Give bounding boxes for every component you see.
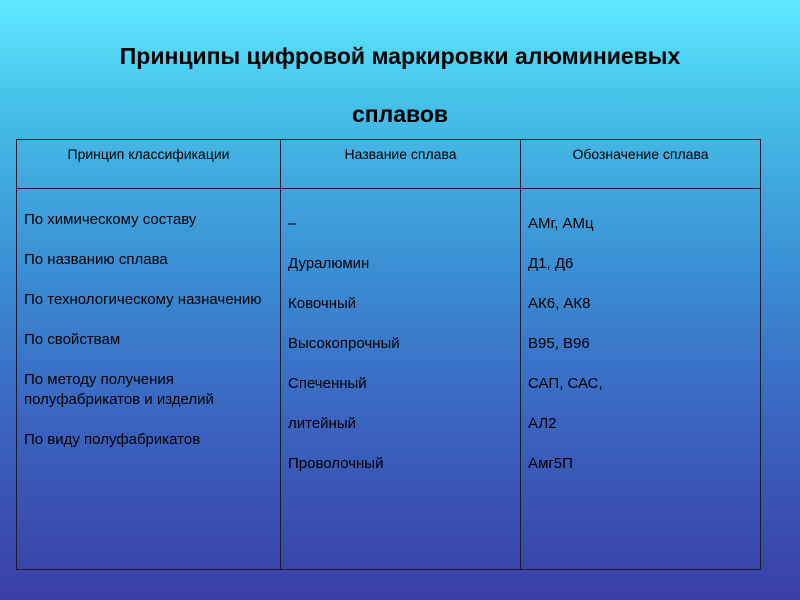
- principle-item: По технологическому назначению: [24, 291, 262, 308]
- alloy-name-item: литейный: [288, 415, 356, 432]
- alloy-name-item: Проволочный: [288, 455, 384, 472]
- alloy-names-cell: [281, 189, 521, 570]
- slide-title: [0, 27, 800, 143]
- alloy-designations-cell: [521, 189, 761, 570]
- principle-item: По химическому составу: [24, 211, 197, 228]
- principle-item: По методу получения полуфабрикатов и изделий: [24, 371, 214, 408]
- alloy-designation-item: В95, В96: [528, 335, 590, 352]
- principles-cell: [17, 189, 281, 570]
- header-alloy-designation: Обозначение сплава: [521, 140, 761, 189]
- alloy-marking-table: [16, 139, 761, 570]
- table-body-row: [17, 189, 761, 570]
- alloy-designation-item: АЛ2: [528, 415, 557, 432]
- principle-item: По названию сплава: [24, 251, 168, 268]
- alloy-designation-item: Амг5П: [528, 455, 573, 472]
- alloy-designation-item: АМг, АМц: [528, 215, 594, 232]
- header-alloy-name: Название сплава: [281, 140, 521, 189]
- alloy-name-item: Дуралюмин: [288, 255, 370, 272]
- alloy-name-item: –: [288, 215, 297, 232]
- alloy-name-item: Спеченный: [288, 375, 367, 392]
- alloy-name-item: Ковочный: [288, 295, 357, 312]
- principle-item: По свойствам: [24, 331, 121, 348]
- alloy-name-item: Высокопрочный: [288, 335, 400, 352]
- principle-item: По виду полуфабрикатов: [24, 431, 201, 448]
- header-classification-principle: Принцип классификации: [17, 140, 281, 189]
- alloy-designation-item: САП, САС,: [528, 375, 603, 392]
- title-line-1: Принципы цифровой маркировки алюминиевых: [119, 43, 681, 69]
- table-header-row: [17, 140, 761, 189]
- title-line-2: сплавов: [351, 101, 449, 127]
- alloy-designation-item: АК6, АК8: [528, 295, 591, 312]
- alloy-designation-item: Д1, Д6: [528, 255, 574, 272]
